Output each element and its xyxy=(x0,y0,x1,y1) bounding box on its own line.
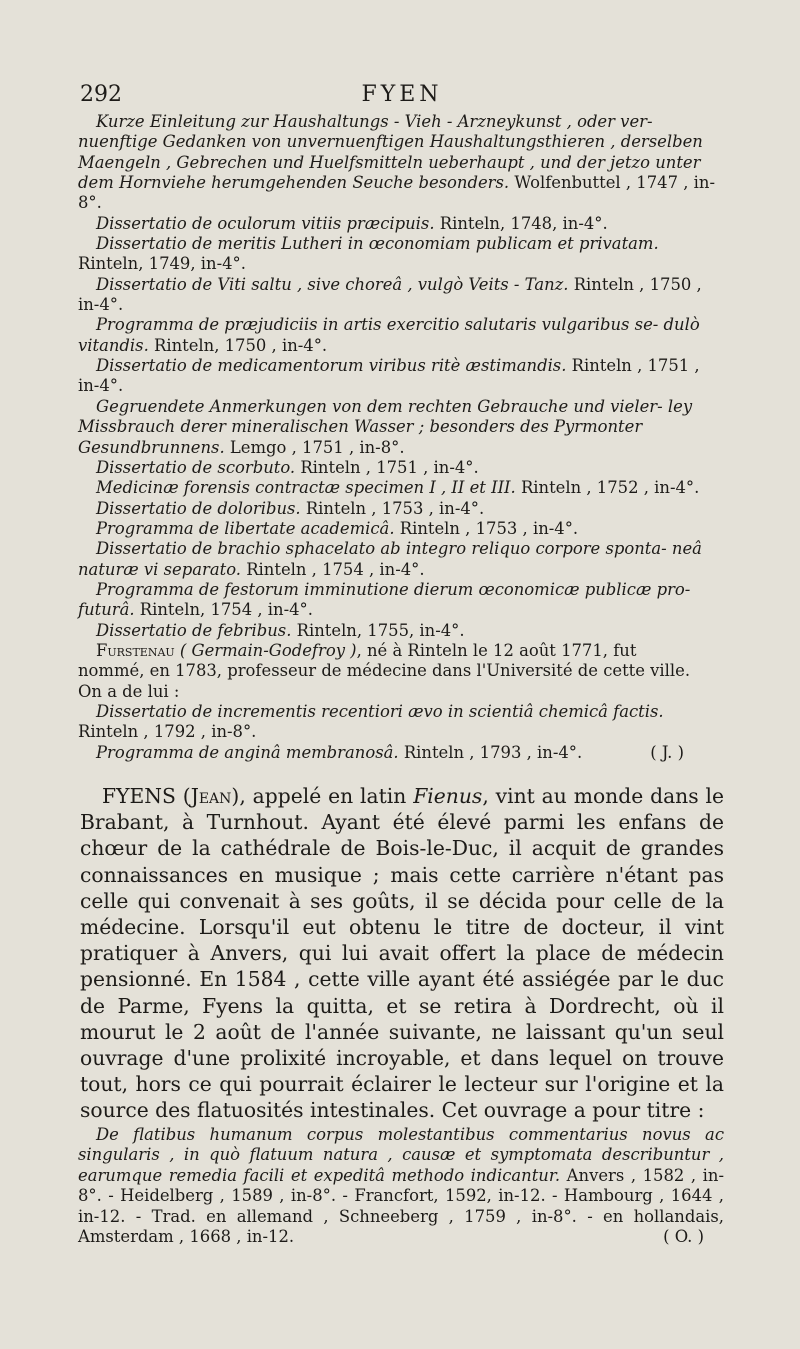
entry-title: nuenftige Gedanken von unvernuenftigen Haushaltungsthieren , derselben xyxy=(78,132,703,152)
entry-imprint: Lemgo , 1751 , in-8°. xyxy=(229,437,405,457)
entry-title: Medicinæ forensis contractæ specimen I , II et III. xyxy=(96,478,521,498)
list-item xyxy=(78,315,724,356)
furstenau-entry xyxy=(78,641,724,763)
author-signature-2: ( O. ) xyxy=(663,1227,704,1247)
entry-title: Kurze Einleitung zur Haushaltungs - Vieh - Arzneykunst , oder ver- xyxy=(96,112,653,131)
entry-imprint: 1750 , in-4°. xyxy=(78,274,702,315)
list-item xyxy=(78,356,724,397)
entry-title: Gegruendete Anmerkungen von dem rechten Gebrauche und vieler- xyxy=(96,396,663,416)
entry-list xyxy=(78,112,724,641)
entry-title: Maengeln , Gebrechen und Huelfsmitteln ueberhaupt , und der jetzo unter xyxy=(78,152,701,172)
entry-title: futurâ. xyxy=(78,600,140,620)
entry-title: Dissertatio de febribus. xyxy=(96,620,297,640)
article-body: , vint au monde dans le Brabant, à Turnhout. Ayant été élevé parmi les enfans de chœur de la cathédrale de Bois-le-Duc, il acquit de grandes connaissances en musique ; mais cette carrière n'étant pas celle qui convenait à ses goûts, il se décida pour celle de la médecine. Lorsqu'il eut obtenu le titre de docteur, il vint pratiquer à Anvers, qui lui avait offert la place de médecin pensionné. En 1584 , cette ville ayant été assiégée par le duc de Parme, Fyens la quitta, et se retira à Dordrecht, où il mourut le 2 août de l'année suivante, ne laissant qu'un seul ouvrage d'une prolixité incroyable, et dans lequel on trouve tout, hors ce qui pourrait éclairer le lecteur sur l'origine et la source des flatuosités intestinales. Cet ouvrage a pour titre : xyxy=(80,784,725,1123)
entry-title: ley Missbrauch derer mineralischen Wasser ; besonders des Pyrmonter xyxy=(78,396,693,437)
list-item xyxy=(78,539,724,580)
bio-text: , né à Rinteln le 12 août 1771, fut xyxy=(356,640,637,660)
list-item xyxy=(78,397,724,458)
entry-imprint: Rinteln , xyxy=(573,274,645,294)
entry-title: dem Hornviehe herumgehenden Seuche besonders. xyxy=(78,173,515,193)
entry-imprint: Rinteln , 1751 , xyxy=(571,356,700,376)
entry-imprint: in-4°. xyxy=(78,376,124,396)
bibliography-list xyxy=(78,112,724,763)
bio-text-2: nommé, en 1783, professeur de médecine dans l'Université de cette ville. xyxy=(78,661,691,681)
article-forename: Jean xyxy=(190,784,232,808)
work-imprint: Rinteln , 1792 , in-8°. xyxy=(78,722,257,742)
article-headword: FYENS xyxy=(102,784,176,808)
list-item xyxy=(78,234,724,275)
list-item xyxy=(78,458,724,478)
entry-title: Dissertatio de doloribus. xyxy=(96,498,306,518)
entry-title: Programma de præjudiciis in artis exercitio salutaris vulgaribus se- xyxy=(96,315,659,335)
list-item xyxy=(78,214,724,234)
entry-imprint: Rinteln, 1749, in-4°. xyxy=(78,254,246,274)
entry-imprint: Rinteln, 1748, in-4°. xyxy=(439,213,608,233)
entry-imprint: Rinteln , 1753 , in-4°. xyxy=(399,518,579,538)
entry-imprint: Rinteln , 1753 , in-4°. xyxy=(305,498,485,518)
entry-imprint: Rinteln, 1755, in-4°. xyxy=(296,620,465,640)
page-header xyxy=(80,82,724,112)
entry-title: Dissertatio de brachio sphacelato ab integro reliquo corpore sponta- xyxy=(96,539,667,559)
list-item xyxy=(78,275,724,316)
latin-name: Fienus xyxy=(413,784,483,808)
entry-title: Gesundbrunnens. xyxy=(78,437,230,457)
entry-title: Dissertatio de Viti saltu , sive choreâ , vulgò Veits - Tanz. xyxy=(96,274,574,294)
entry-title: dulò vitandis. xyxy=(78,315,700,355)
entry-imprint: Rinteln , 1751 , in-4°. xyxy=(300,457,479,477)
entry-imprint: Wolfenbuttel , 1747 , xyxy=(514,173,689,193)
entry-imprint: Rinteln, 1750 , in-4°. xyxy=(153,335,328,355)
author-name: Furstenau xyxy=(96,640,175,660)
author-signature: ( J. ) xyxy=(650,742,684,762)
entry-title: Dissertatio de medicamentorum viribus ritè æstimandis. xyxy=(96,356,572,376)
entry-imprint: Rinteln , 1752 , xyxy=(520,478,649,498)
entry-title: Dissertatio de scorbuto. xyxy=(96,457,301,477)
page-number: 292 xyxy=(80,82,122,107)
bio-text-3: On a de lui : xyxy=(78,681,180,701)
entry-imprint: in-8°. xyxy=(78,173,716,213)
fyens-article: FYENS (Jean), appelé en latin Fienus, vint au monde dans le Brabant, à Turnhout. Ayant été élevé parmi les enfans de chœur de la cathédrale de Bois-le-Duc, il acquit de grandes connaissances en musique ; mais cette carrière n'étant pas celle qui convenait à ses goûts, il se décida pour celle de la médecine. Lorsqu'il eut obtenu le titre de docteur, il vint pratiquer à Anvers, qui lui avait offert la place de médecin pensionné. En 1584 , cette ville ayant été assiégée par le duc de Parme, Fyens la quitta, et se retira à Dordrecht, où il mourut le 2 août de l'année suivante, ne laissant qu'un seul ouvrage d'une prolixité incroyable, et dans lequel on trouve tout, hors ce qui pourrait éclairer le lecteur sur l'origine et la source des flatuosités intestinales. Cet ouvrage a pour titre : xyxy=(80,784,725,1123)
list-item xyxy=(78,580,724,621)
entry-title: Dissertatio de meritis Lutheri in œconomiam publicam et privatam. xyxy=(96,234,659,254)
entry-title: Dissertatio de oculorum vitiis præcipuis. xyxy=(96,213,440,233)
article-text: , appelé en latin xyxy=(239,784,414,808)
book-title: De flatibus humanum corpus molestantibus commentarius novus ac singularis , in quò flatuum natura , causæ et symptomata describuntur , earumque remedia facili et expeditâ methodo indicantur. xyxy=(78,1125,724,1185)
list-item xyxy=(78,478,724,498)
list-item xyxy=(78,499,724,519)
list-item xyxy=(78,112,724,214)
author-forenames: ( Germain-Godefroy ) xyxy=(179,640,357,660)
running-title: FYEN xyxy=(361,82,443,107)
work-imprint-2: Rinteln , 1793 , in-4°. xyxy=(403,742,583,762)
entry-imprint: Rinteln, 1754 , in-4°. xyxy=(139,600,313,620)
book-imprint: Anvers , 1582 , in-8°. - Heidelberg , 1589 , in-8°. - Francfort, 1592, in-12. - Hambourg , 1644 , in-12. - Trad. en allemand , Schneeberg , 1759 , in-8°. - en hollandais, Amsterdam , 1668 , in-12. xyxy=(78,1165,724,1247)
list-item xyxy=(78,621,724,641)
entry-title: Programma de libertate academicâ. xyxy=(96,518,400,538)
entry-imprint: Rinteln , 1754 , in-4°. xyxy=(246,559,425,579)
entry-imprint: in-4°. xyxy=(654,478,700,498)
work-title-2: Programma de anginâ membranosâ. xyxy=(96,742,404,762)
bibliography-entry xyxy=(78,1125,724,1247)
entry-title: Programma de festorum imminutione dierum œconomicæ publicæ pro- xyxy=(96,579,691,599)
entry-title: neâ naturæ vi separato. xyxy=(78,539,702,579)
work-title: Dissertatio de incrementis recentiori ævo in scientiâ chemicâ factis. xyxy=(96,701,664,721)
list-item xyxy=(78,519,724,539)
